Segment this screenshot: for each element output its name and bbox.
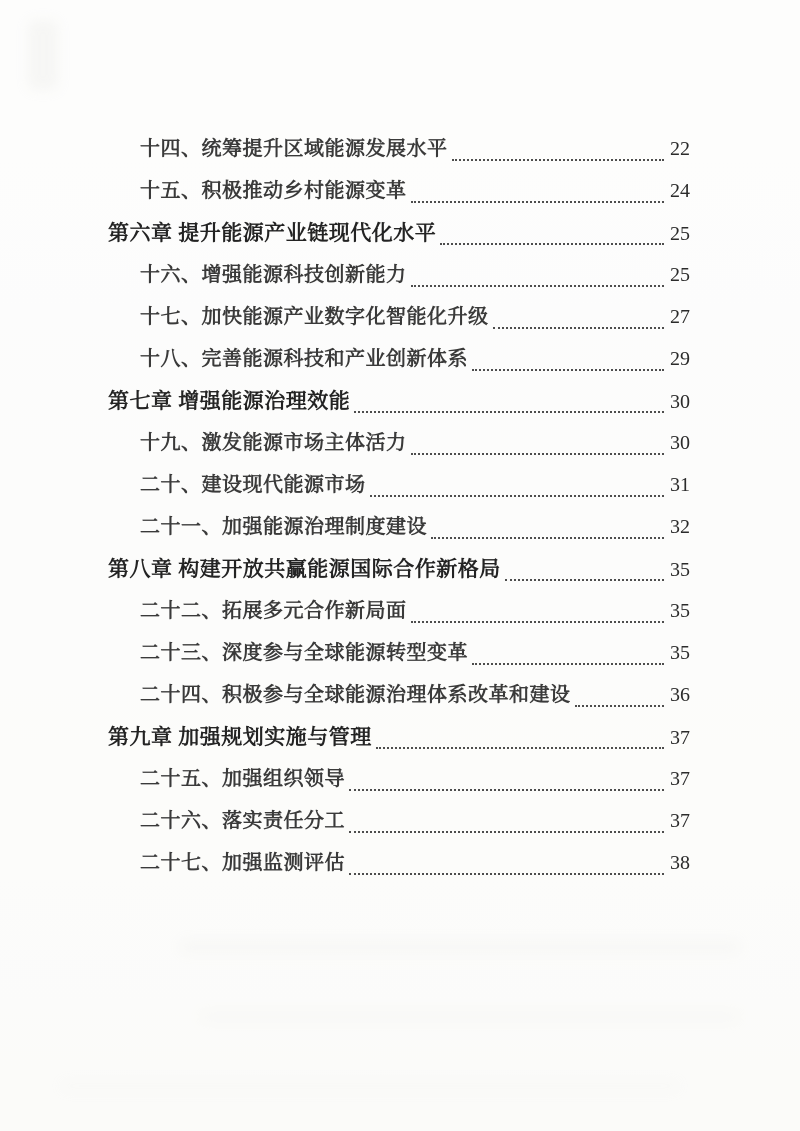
toc-entry-page-number: 27 [670,306,690,328]
toc-entry-page-number: 37 [670,810,690,832]
dotted-leader [411,201,665,203]
toc-entry-label: 十八、完善能源科技和产业创新体系 [140,348,468,370]
scan-artifact [28,20,58,90]
toc-entry-page-number: 22 [670,138,690,160]
toc-entry [108,842,690,884]
dotted-leader [575,705,665,707]
dotted-leader [440,243,664,245]
toc-entry [108,506,690,548]
toc-entry-page-number: 29 [670,348,690,370]
toc-entry-label: 二十、建设现代能源市场 [140,474,366,496]
toc-entry [108,254,690,296]
scan-artifact [60,1080,680,1092]
dotted-leader [493,327,665,329]
dotted-leader [505,579,664,581]
toc-entry-label: 二十四、积极参与全球能源治理体系改革和建设 [140,684,571,706]
toc-entry-label: 二十二、拓展多元合作新局面 [140,600,407,622]
toc-entry-label: 十七、加快能源产业数字化智能化升级 [140,306,489,328]
toc-entry-page-number: 30 [670,432,690,454]
toc-entry-label: 十四、统筹提升区域能源发展水平 [140,138,448,160]
toc-entry-page-number: 35 [670,600,690,622]
toc-entry-page-number: 35 [670,642,690,664]
toc-entry-page-number: 31 [670,474,690,496]
toc-chapter-entry [108,716,690,758]
toc-entry [108,464,690,506]
toc-entry [108,590,690,632]
scan-artifact [180,940,740,954]
toc-entry [108,296,690,338]
toc-entry-label: 十六、增强能源科技创新能力 [140,264,407,286]
toc-chapter-entry [108,380,690,422]
dotted-leader [349,789,664,791]
toc-entry [108,758,690,800]
dotted-leader [411,285,665,287]
toc-chapter-entry [108,212,690,254]
toc-entry-page-number: 36 [670,684,690,706]
scan-artifact [200,1010,740,1024]
toc-entry-page-number: 37 [670,727,690,749]
table-of-contents [108,128,690,884]
dotted-leader [376,747,664,749]
toc-entry-label: 第八章 构建开放共赢能源国际合作新格局 [108,557,501,581]
toc-entry-label: 第六章 提升能源产业链现代化水平 [108,221,437,245]
dotted-leader [411,621,665,623]
toc-entry [108,128,690,170]
toc-chapter-entry [108,548,690,590]
dotted-leader [354,411,664,413]
dotted-leader [472,663,664,665]
toc-entry-page-number: 37 [670,768,690,790]
toc-entry-page-number: 25 [670,223,690,245]
dotted-leader [349,831,664,833]
toc-entry [108,338,690,380]
toc-entry-label: 二十三、深度参与全球能源转型变革 [140,642,468,664]
dotted-leader [472,369,664,371]
dotted-leader [452,159,665,161]
toc-entry [108,170,690,212]
toc-entry [108,800,690,842]
toc-entry-label: 二十七、加强监测评估 [140,852,345,874]
toc-entry-page-number: 32 [670,516,690,538]
toc-entry-label: 第七章 增强能源治理效能 [108,389,351,413]
dotted-leader [411,453,665,455]
toc-entry [108,674,690,716]
toc-entry-page-number: 35 [670,559,690,581]
dotted-leader [431,537,664,539]
toc-entry-label: 十五、积极推动乡村能源变革 [140,180,407,202]
toc-entry [108,422,690,464]
toc-entry-label: 二十六、落实责任分工 [140,810,345,832]
toc-entry-page-number: 38 [670,852,690,874]
toc-entry-page-number: 30 [670,391,690,413]
toc-entry-label: 十九、激发能源市场主体活力 [140,432,407,454]
dotted-leader [349,873,664,875]
toc-entry [108,632,690,674]
toc-entry-page-number: 24 [670,180,690,202]
toc-entry-page-number: 25 [670,264,690,286]
toc-entry-label: 二十一、加强能源治理制度建设 [140,516,427,538]
dotted-leader [370,495,665,497]
toc-entry-label: 二十五、加强组织领导 [140,768,345,790]
toc-entry-label: 第九章 加强规划实施与管理 [108,725,372,749]
